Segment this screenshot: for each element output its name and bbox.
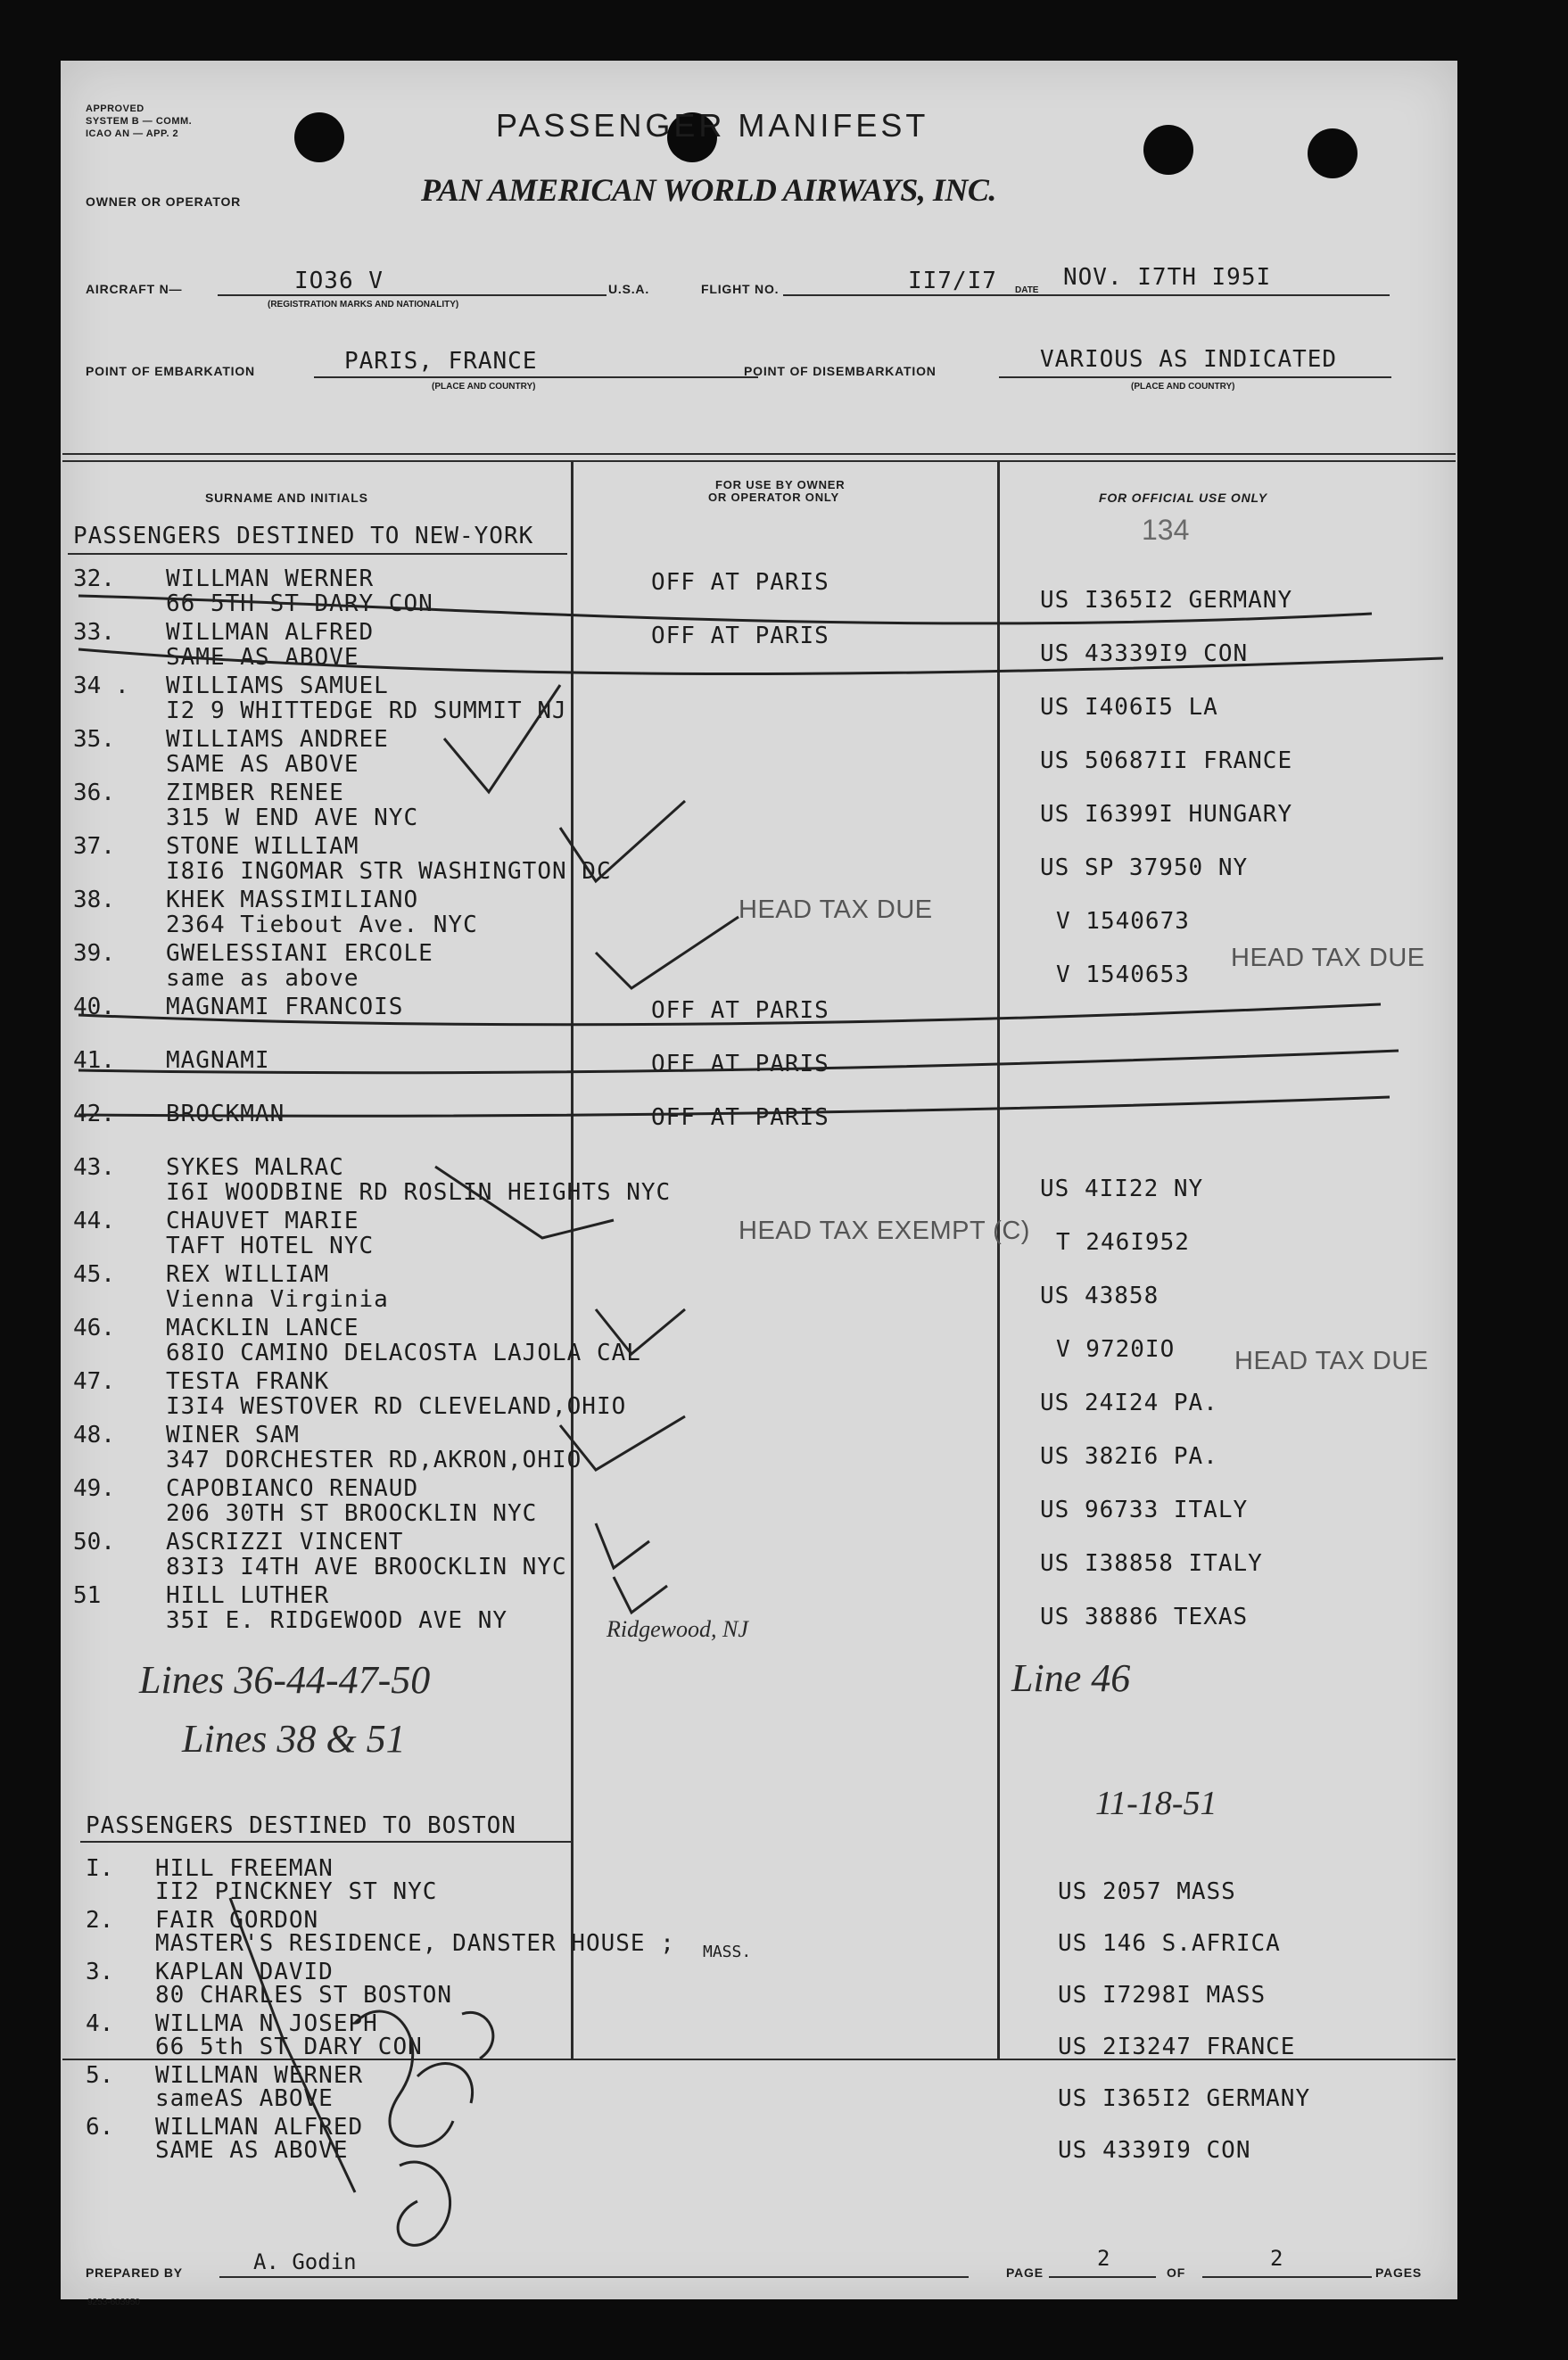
passenger-address: MASTER'S RESIDENCE, DANSTER HOUSE ; [155,1930,675,1957]
approval-line-1: APPROVED [86,103,144,114]
passenger-name: TESTA FRANK [166,1368,330,1395]
row-number: 39. [73,940,115,967]
official-entry: US 43339I9 CON [1040,640,1249,667]
operator-note: OFF AT PARIS [651,569,829,596]
row-number: 40. [73,994,115,1020]
row-number: 51 [73,1582,102,1609]
row-number: 34 . [73,673,129,699]
section-ny-heading: PASSENGERS DESTINED TO NEW-YORK [73,523,534,549]
official-entry: US 38886 TEXAS [1040,1604,1249,1630]
official-entry: US 4339I9 CON [1058,2137,1251,2164]
passenger-address: I6I WOODBINE RD ROSLIN HEIGHTS NYC [166,1179,672,1206]
row-number: 32. [73,565,115,592]
col-header-owner-1: FOR USE BY OWNER [715,478,846,491]
official-entry: US I365I2 GERMANY [1058,2085,1311,2112]
passenger-address: I2 9 WHITTEDGE RD SUMMIT NJ [166,697,567,724]
passenger-name: HILL FREEMAN [155,1855,334,1882]
passenger-name: MACKLIN LANCE [166,1315,359,1341]
official-entry: US 382I6 PA. [1040,1443,1218,1470]
passenger-address: SAME AS ABOVE [155,2137,349,2164]
stamp-note: HEAD TAX EXEMPT (C) [739,1217,1030,1245]
handwritten-line-46: Line 46 [1011,1656,1131,1700]
row-number: 49. [73,1475,115,1502]
disembark-label: POINT OF DISEMBARKATION [744,364,937,378]
handwritten-lines-1: Lines 36-44-47-50 [139,1658,431,1702]
operator-note: OFF AT PARIS [651,1051,829,1077]
passenger-name: WILLMAN WERNER [166,565,375,592]
operator-note: OFF AT PARIS [651,1104,829,1131]
passenger-address: 83I3 I4TH AVE BROOCKLIN NYC [166,1554,567,1580]
owner-label: OWNER OR OPERATOR [86,194,242,209]
aircraft-label: AIRCRAFT N— [86,282,183,296]
prepared-by-value: A. Godin [253,2249,357,2274]
row-number: 2. [86,1907,114,1934]
date-value: NOV. I7TH I95I [1063,264,1272,291]
row-number: 46. [73,1315,115,1341]
row-number: 4. [86,2010,114,2037]
passenger-address: 2364 Tiebout Ave. NYC [166,912,478,938]
embark-sublabel: (PLACE AND COUNTRY) [432,382,536,392]
official-entry: US I406I5 LA [1040,694,1218,721]
passenger-name: MAGNAMI FRANCOIS [166,994,404,1020]
flight-value: II7/I7 [908,268,997,294]
prepared-by-label: PREPARED BY [86,2265,183,2280]
passenger-address-extra: MASS. [703,1943,752,1961]
passenger-name: KAPLAN DAVID [155,1959,334,1985]
official-entry: US 2057 MASS [1058,1878,1236,1905]
passenger-name: WILLIAMS SAMUEL [166,673,389,699]
official-entry: US 43858 [1040,1283,1159,1309]
flight-label: FLIGHT NO. [701,282,780,296]
passenger-name: REX WILLIAM [166,1261,330,1288]
passenger-address: sameAS ABOVE [155,2085,334,2112]
official-entry: US 96733 ITALY [1040,1497,1249,1523]
col-header-owner-2: OR OPERATOR ONLY [708,491,839,504]
row-number: 48. [73,1422,115,1448]
approval-line-2: SYSTEM B — COMM. [86,116,193,127]
passenger-name: ZIMBER RENEE [166,780,344,806]
passenger-name: STONE WILLIAM [166,833,359,860]
passenger-address: 66 5TH ST DARY CON [166,590,433,617]
passenger-name: BROCKMAN [166,1101,285,1127]
aircraft-value: IO36 V [294,268,384,294]
official-entry: T 246I952 [1056,1229,1190,1256]
embark-label: POINT OF EMBARKATION [86,364,255,378]
usa-label: U.S.A. [608,282,650,296]
official-entry: US 2I3247 FRANCE [1058,2034,1296,2060]
passenger-address: 80 CHARLES ST BOSTON [155,1982,453,2009]
official-entry: US SP 37950 NY [1040,854,1249,881]
passenger-address: SAME AS ABOVE [166,644,359,671]
row-number: 5. [86,2062,114,2089]
row-number: 35. [73,726,115,753]
row-number: 44. [73,1208,115,1234]
passenger-name: WILLMAN ALFRED [155,2114,364,2141]
passenger-name: HILL LUTHER [166,1582,330,1609]
embark-value: PARIS, FRANCE [344,348,538,375]
annotation-marks [61,61,1457,2299]
row-number: 47. [73,1368,115,1395]
passenger-address: Vienna Virginia [166,1286,389,1313]
passenger-address: SAME AS ABOVE [166,751,359,778]
passenger-name: WINER SAM [166,1422,300,1448]
passenger-address: II2 PINCKNEY ST NYC [155,1878,438,1905]
row-number: 33. [73,619,115,646]
passenger-address: 68IO CAMINO DELACOSTA LAJOLA CAL [166,1340,641,1366]
handwritten-ridgewood: Ridgewood, NJ [607,1616,748,1642]
passenger-address: 66 5th ST DARY CON [155,2034,423,2060]
disembark-sublabel: (PLACE AND COUNTRY) [1131,382,1235,392]
date-label: DATE [1015,285,1039,295]
passenger-name: MAGNAMI [166,1047,270,1074]
operator-note: OFF AT PARIS [651,623,829,649]
official-entry: US 4II22 NY [1040,1176,1204,1202]
passenger-address: same as above [166,965,359,992]
row-number: 43. [73,1154,115,1181]
official-entry: US 50687II FRANCE [1040,747,1293,774]
passenger-address: 206 30TH ST BROOCKLIN NYC [166,1500,538,1527]
row-number: 6. [86,2114,114,2141]
passenger-name: WILLMAN ALFRED [166,619,375,646]
official-entry: US I7298I MASS [1058,1982,1267,2009]
official-entry: US I365I2 GERMANY [1040,587,1293,614]
passenger-name: CHAUVET MARIE [166,1208,359,1234]
passenger-name: KHEK MASSIMILIANO [166,887,419,913]
row-number: I. [86,1855,114,1882]
page-total: 2 [1270,2246,1283,2271]
passenger-name: WILLMAN WERNER [155,2062,364,2089]
approval-line-3: ICAO AN — APP. 2 [86,128,179,139]
passenger-name: CAPOBIANCO RENAUD [166,1475,419,1502]
handwritten-date: 11-18-51 [1095,1785,1217,1822]
manifest-sheet [61,61,1457,2307]
official-entry: V 1540673 [1056,908,1190,935]
disembark-value: VARIOUS AS INDICATED [1040,346,1338,373]
form-number: 9253-603950 [87,2298,140,2307]
passenger-name: GWELESSIANI ERCOLE [166,940,433,967]
passenger-name: FAIR GORDON [155,1907,319,1934]
passenger-address: I3I4 WESTOVER RD CLEVELAND,OHIO [166,1393,627,1420]
row-number: 36. [73,780,115,806]
aircraft-sublabel: (REGISTRATION MARKS AND NATIONALITY) [268,300,459,309]
official-entry: US I6399I HUNGARY [1040,801,1293,828]
passenger-name: WILLMA N JOSEPH [155,2010,378,2037]
official-entry: US I38858 ITALY [1040,1550,1263,1577]
passenger-address: 347 DORCHESTER RD,AKRON,OHIO [166,1447,582,1473]
page-number: 2 [1097,2246,1110,2271]
row-number: 37. [73,833,115,860]
official-entry: US 146 S.AFRICA [1058,1930,1281,1957]
passenger-address: I8I6 INGOMAR STR WASHINGTON DC [166,858,612,885]
stamp-head-tax-due-3: HEAD TAX DUE [1234,1347,1429,1375]
row-number: 3. [86,1959,114,1985]
official-entry: V 9720IO [1056,1336,1176,1363]
passenger-address: 315 W END AVE NYC [166,805,419,831]
passenger-address: TAFT HOTEL NYC [166,1233,375,1259]
page-label: PAGE [1006,2265,1044,2280]
page-title: PASSENGER MANIFEST [496,107,929,144]
section-boston-heading: PASSENGERS DESTINED TO BOSTON [86,1812,516,1839]
row-number: 42. [73,1101,115,1127]
row-number: 50. [73,1529,115,1555]
of-label: OF [1167,2265,1186,2280]
pages-label: PAGES [1375,2265,1422,2280]
stamp-head-tax-due-2: HEAD TAX DUE [1231,944,1425,972]
airline-name: PAN AMERICAN WORLD AIRWAYS, INC. [421,172,996,208]
row-number: 45. [73,1261,115,1288]
row-number: 41. [73,1047,115,1074]
passenger-name: ASCRIZZI VINCENT [166,1529,404,1555]
official-entry: V 1540653 [1056,961,1190,988]
official-entry: US 24I24 PA. [1040,1390,1218,1416]
passenger-address: 35I E. RIDGEWOOD AVE NY [166,1607,508,1634]
row-number: 38. [73,887,115,913]
official-number: 134 [1142,514,1190,546]
handwritten-lines-2: Lines 38 & 51 [182,1717,406,1761]
stamp-note: HEAD TAX DUE [739,895,933,924]
passenger-name: WILLIAMS ANDREE [166,726,389,753]
col-header-surname: SURNAME AND INITIALS [205,491,368,505]
passenger-name: SYKES MALRAC [166,1154,344,1181]
operator-note: OFF AT PARIS [651,997,829,1024]
col-header-official: FOR OFFICIAL USE ONLY [1099,491,1267,505]
